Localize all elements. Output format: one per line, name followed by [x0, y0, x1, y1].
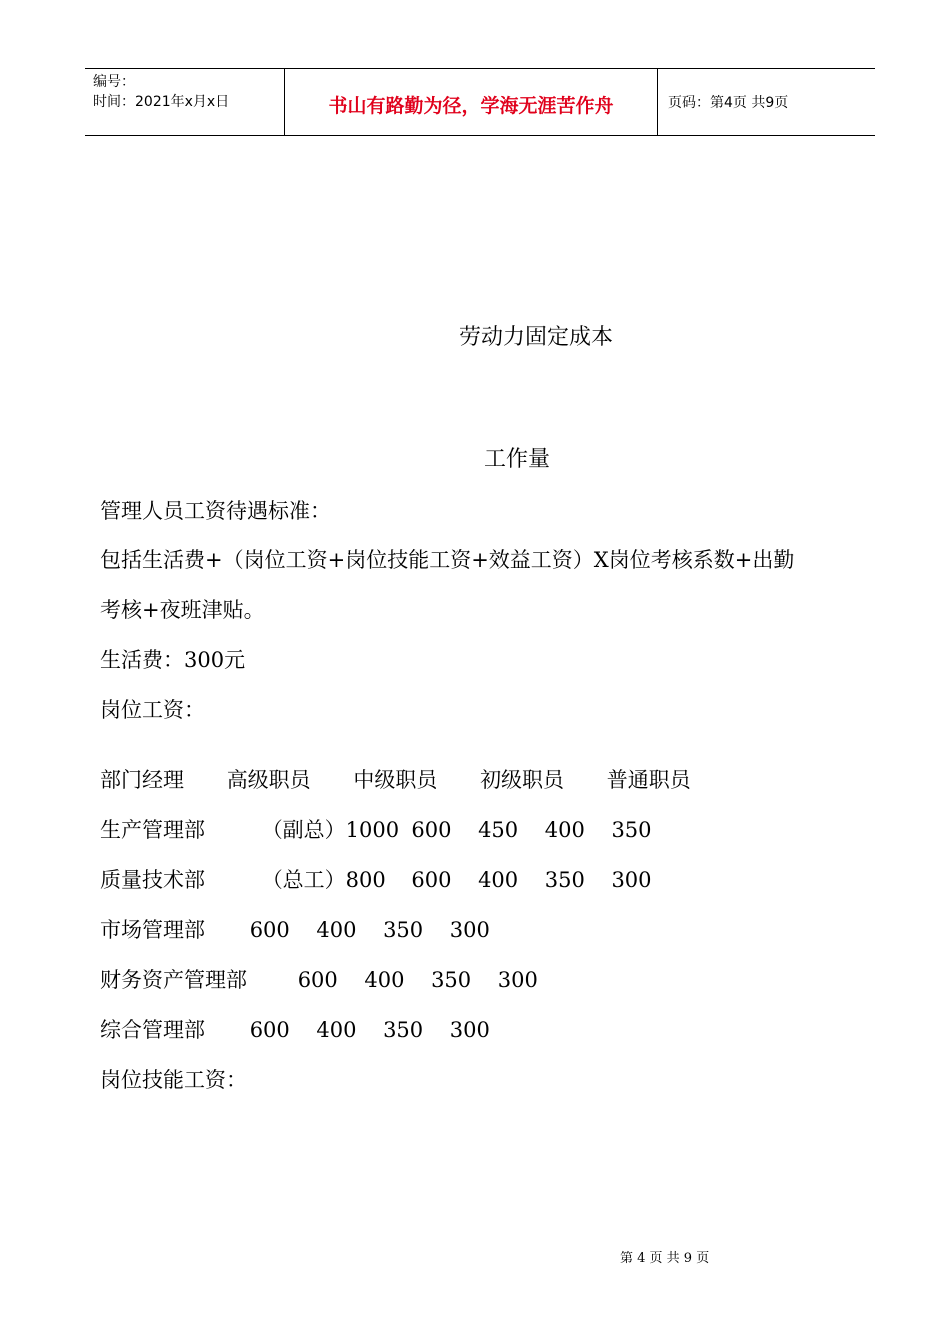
row-cell: 350 [431, 968, 472, 992]
paragraph-living-allowance: 生活费：300元 [100, 648, 246, 672]
paragraph-formula-cont: 考核+夜班津贴。 [100, 598, 265, 622]
header-motto: 书山有路勤为径，学海无涯苦作舟 [285, 69, 658, 135]
row-cell: 600 [249, 918, 290, 942]
row-cell: 300 [449, 1018, 490, 1042]
header-page-number: 页码：第4页 共9页 [668, 95, 789, 111]
row-cell: 450 [478, 818, 519, 842]
table-row [100, 914, 490, 944]
row-cell: 350 [611, 818, 652, 842]
header-meta [85, 69, 285, 135]
row-cell: 600 [411, 818, 452, 842]
row-cell: 400 [544, 818, 585, 842]
row-cell: 400 [316, 1018, 357, 1042]
paragraph-standard: 管理人员工资待遇标准： [100, 499, 331, 523]
document-subtitle: 工作量 [484, 447, 551, 472]
header-cell: 部门经理 [100, 768, 184, 792]
row-cell: 350 [383, 1018, 424, 1042]
paragraph-post-wage: 岗位工资： [100, 698, 205, 722]
row-cell: （总工）800 [261, 868, 386, 892]
header-cell: 中级职员 [353, 768, 438, 792]
row-cell: 400 [478, 868, 519, 892]
number-label: 编号： [93, 74, 135, 90]
row-dept: 生产管理部 [100, 818, 205, 842]
row-cell: 400 [364, 968, 405, 992]
page-header [85, 68, 875, 136]
row-cell: 400 [316, 918, 357, 942]
row-cell: （副总）1000 [261, 818, 400, 842]
row-cell: 600 [249, 1018, 290, 1042]
row-cell: 600 [411, 868, 452, 892]
time-label: 时间：2021年x月x日 [93, 94, 230, 110]
header-cell: 初级职员 [480, 768, 565, 792]
row-dept: 财务资产管理部 [100, 968, 247, 992]
table-row [100, 1014, 490, 1044]
row-cell: 350 [383, 918, 424, 942]
row-dept: 市场管理部 [100, 918, 205, 942]
header-cell: 普通职员 [606, 768, 691, 792]
row-dept: 综合管理部 [100, 1018, 205, 1042]
row-cell: 600 [297, 968, 338, 992]
paragraph-formula: 包括生活费+（岗位工资+岗位技能工资+效益工资）X岗位考核系数+出勤 [100, 548, 795, 572]
row-cell: 300 [611, 868, 652, 892]
table-row [100, 814, 652, 844]
header-cell: 高级职员 [226, 768, 311, 792]
row-cell: 350 [544, 868, 585, 892]
document-title: 劳动力固定成本 [459, 325, 614, 350]
row-cell: 300 [449, 918, 490, 942]
row-cell: 300 [497, 968, 538, 992]
row-dept: 质量技术部 [100, 868, 205, 892]
wage-table-header [100, 764, 691, 794]
paragraph-skill-wage: 岗位技能工资： [100, 1068, 247, 1092]
table-row [100, 864, 652, 894]
table-row [100, 964, 538, 994]
page-footer: 第 4 页 共 9 页 [620, 1251, 710, 1266]
